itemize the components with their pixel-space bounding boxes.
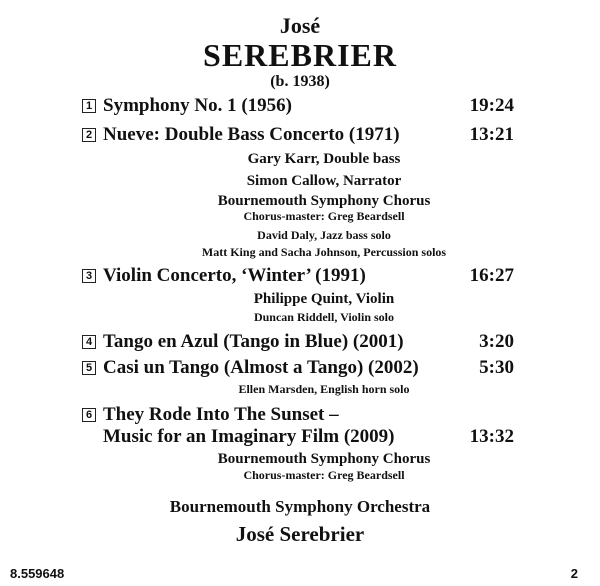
track-credit: Philippe Quint, Violin (253, 291, 395, 307)
track-duration: 16:27 (469, 265, 514, 286)
composer-first-name: José (279, 13, 321, 38)
track-number-box: 3 (82, 269, 96, 283)
track-title: They Rode Into The Sunset – (103, 404, 339, 425)
track-credit: Simon Callow, Narrator (246, 173, 402, 189)
track-credit: Matt King and Sacha Johnson, Percussion solos (201, 245, 447, 259)
track-duration: 19:24 (469, 95, 514, 116)
track-6-title-continuation (103, 425, 514, 449)
conductor-name: José Serebrier (235, 522, 365, 546)
track-credit: Bournemouth Symphony Chorus (217, 451, 431, 467)
track-credit: Duncan Riddell, Violin solo (253, 310, 395, 324)
track-duration: 5:30 (479, 357, 514, 378)
track-4 (82, 330, 514, 354)
page-number: 2 (570, 566, 578, 581)
composer-last-name: SEREBRIER (203, 37, 397, 73)
track-number-box: 5 (82, 361, 96, 375)
track-2 (82, 123, 514, 147)
track-credit: Gary Karr, Double bass (247, 151, 401, 167)
track-number-box: 1 (82, 99, 96, 113)
catalog-number: 8.559648 (10, 566, 65, 581)
track-credit: Bournemouth Symphony Chorus (217, 193, 431, 209)
track-number-box: 6 (82, 408, 96, 422)
track-5 (82, 356, 514, 380)
track-number-box: 2 (82, 128, 96, 142)
track-duration: 13:32 (469, 426, 514, 447)
track-credit: Ellen Marsden, English horn solo (238, 382, 410, 396)
track-title-line-2: Music for an Imaginary Film (2009) (103, 426, 395, 447)
track-6 (82, 403, 514, 427)
track-1 (82, 94, 514, 118)
track-title: Violin Concerto, ‘Winter’ (1991) (103, 265, 366, 286)
track-title: Tango en Azul (Tango in Blue) (2001) (103, 331, 404, 352)
track-credit: Chorus-master: Greg Beardsell (243, 209, 405, 223)
track-duration: 13:21 (469, 124, 514, 145)
track-credit: Chorus-master: Greg Beardsell (243, 468, 405, 482)
track-3 (82, 264, 514, 288)
composer-dates: (b. 1938) (270, 73, 330, 90)
track-title: Nueve: Double Bass Concerto (1971) (103, 124, 400, 145)
track-credit: David Daly, Jazz bass solo (257, 228, 391, 242)
track-title: Symphony No. 1 (1956) (103, 95, 292, 116)
orchestra-name: Bournemouth Symphony Orchestra (169, 497, 431, 516)
track-duration: 3:20 (479, 331, 514, 352)
track-number-box: 4 (82, 335, 96, 349)
track-title: Casi un Tango (Almost a Tango) (2002) (103, 357, 419, 378)
